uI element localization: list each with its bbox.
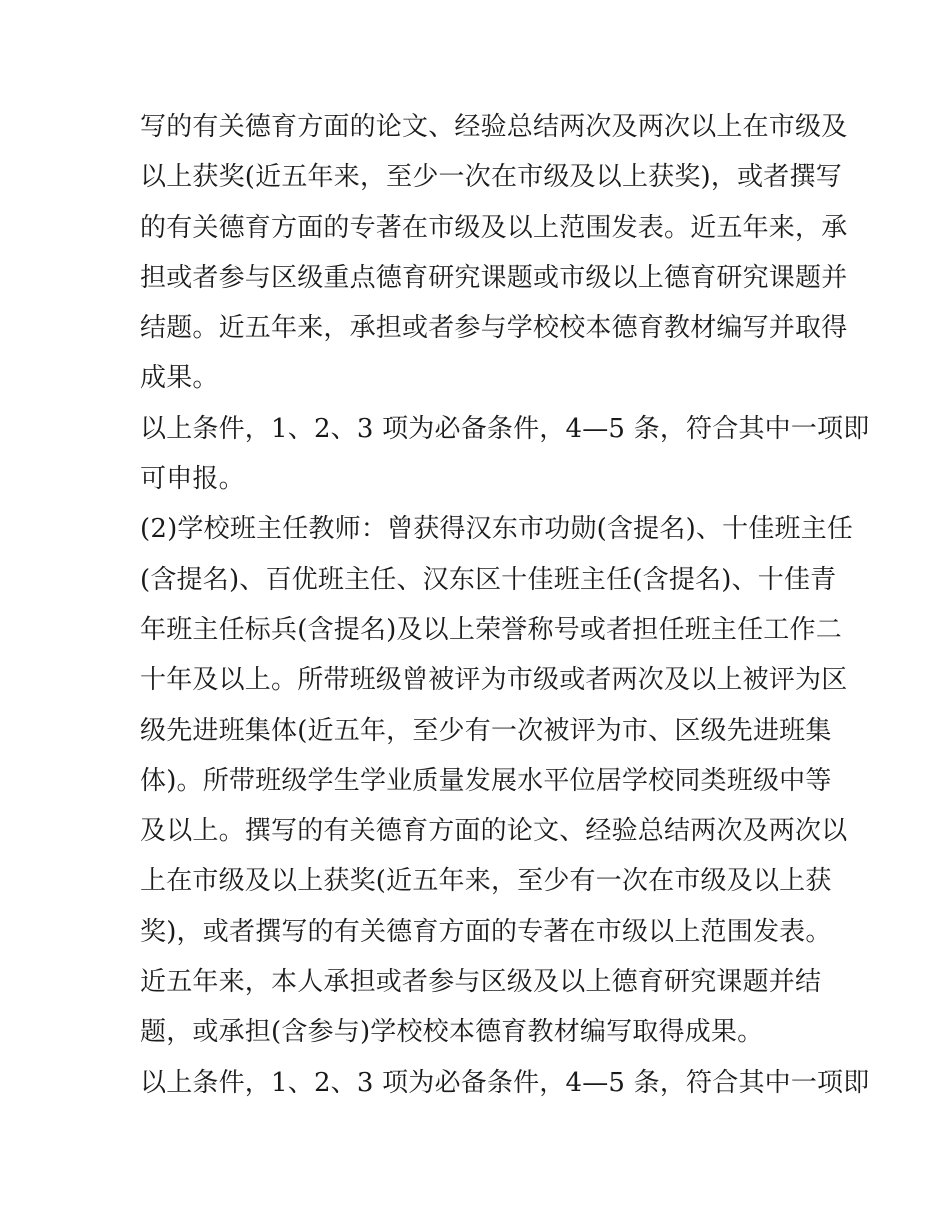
text-line: 级先进班集体(近五年，至少有一次被评为市、区级先进班集: [140, 715, 832, 746]
text-line: 以上条件，1、2、3 项为必备条件，4—5 条，符合其中一项即: [140, 1067, 870, 1098]
text-line: 题，或承担(含参与)学校校本德育教材编写取得成果。: [140, 1017, 764, 1048]
text-line: 以上条件，1、2、3 项为必备条件，4—5 条，符合其中一项即: [140, 413, 870, 444]
text-line: 成果。: [140, 363, 219, 394]
text-line: 写的有关德育方面的论文、经验总结两次及两次以上在市级及: [140, 112, 848, 142]
text-line: 年班主任标兵(含提名)及以上荣誉称号或者担任班主任工作二: [140, 614, 842, 645]
text-line: (2)学校班主任教师：曾获得汉东市功勋(含提名)、十佳班主任: [140, 514, 854, 545]
document-body: [140, 102, 870, 1108]
text-line: (含提名)、百优班主任、汉东区十佳班主任(含提名)、十佳青: [140, 564, 837, 595]
text-line: 以上获奖(近五年来，至少一次在市级及以上获奖)，或者撰写: [140, 162, 842, 193]
text-line: 十年及以上。所带班级曾被评为市级或者两次及以上被评为区: [140, 665, 848, 696]
text-line: 体)。所带班级学生学业质量发展水平位居学校同类班级中等: [140, 765, 832, 796]
text-line: 上在市级及以上获奖(近五年来，至少有一次在市级及以上获: [140, 866, 832, 897]
text-line: 担或者参与区级重点德育研究课题或市级以上德育研究课题并: [140, 262, 848, 293]
text-line: 可申报。: [140, 464, 245, 495]
text-line: 结题。近五年来，承担或者参与学校校本德育教材编写并取得: [140, 313, 848, 344]
text-line: 的有关德育方面的专著在市级及以上范围发表。近五年来，承: [140, 212, 848, 243]
text-line: 近五年来，本人承担或者参与区级及以上德育研究课题并结: [140, 967, 822, 998]
text-line: 及以上。撰写的有关德育方面的论文、经验总结两次及两次以: [140, 816, 848, 847]
text-line: 奖)，或者撰写的有关德育方面的专著在市级以上范围发表。: [140, 916, 832, 947]
